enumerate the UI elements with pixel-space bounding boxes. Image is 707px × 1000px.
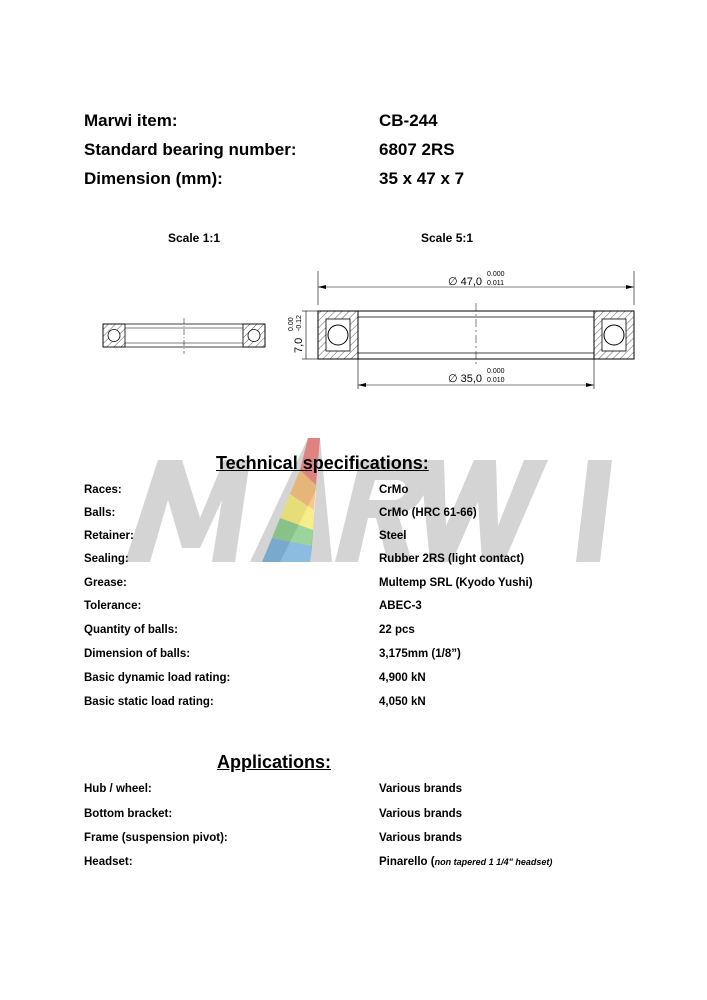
app-label: Frame (suspension pivot):	[84, 832, 228, 844]
spec-value: 22 pcs	[379, 624, 415, 636]
standard-bearing-value: 6807 2RS	[379, 140, 455, 159]
spec-value: 3,175mm (1/8”)	[379, 648, 461, 660]
width-tol-lower: -0.12	[296, 315, 303, 331]
spec-value: CrMo	[379, 484, 409, 496]
spec-label: Quantity of balls:	[84, 624, 178, 636]
item-label: Marwi item:	[84, 111, 178, 130]
spec-value: 4,900 kN	[379, 672, 426, 684]
width-dim: 7,0	[293, 337, 305, 353]
outer-tol-upper: 0.000	[487, 271, 505, 278]
headset-brand: Pinarello (	[379, 856, 435, 868]
outer-diameter-dim: ∅ 47,0	[448, 276, 483, 288]
spec-value: ABEC-3	[379, 600, 422, 612]
spec-value: CrMo (HRC 61-66)	[379, 507, 477, 519]
spec-label: Basic dynamic load rating:	[84, 672, 231, 684]
spec-label: Sealing:	[84, 553, 129, 565]
app-label: Headset:	[84, 856, 133, 868]
width-tol-upper: 0.00	[288, 317, 295, 331]
scale-5-1-label: Scale 5:1	[421, 231, 474, 245]
inner-tol-upper: 0.000	[487, 368, 505, 375]
bearing-drawing-scale-1-1	[100, 318, 270, 354]
spec-label: Dimension of balls:	[84, 648, 191, 660]
outer-tol-lower: 0.011	[487, 280, 504, 287]
bearing-drawing-scale-5-1	[282, 265, 642, 395]
spec-label: Grease:	[84, 577, 127, 589]
spec-value: Multemp SRL (Kyodo Yushi)	[379, 577, 533, 589]
spec-label: Tolerance:	[84, 600, 142, 612]
app-label: Hub / wheel:	[84, 783, 152, 795]
applications-title: Applications:	[217, 752, 332, 772]
scale-1-1-label: Scale 1:1	[168, 231, 221, 245]
spec-label: Balls:	[84, 507, 116, 519]
app-value: Various brands	[379, 808, 463, 820]
headset-note: non tapered 1 1/4" headset)	[434, 857, 553, 867]
app-value: Various brands	[379, 832, 463, 844]
dimension-label: Dimension (mm):	[84, 169, 223, 188]
inner-tol-lower: 0.010	[487, 377, 505, 384]
app-value: Various brands	[379, 783, 463, 795]
tech-specs-title: Technical specifications:	[216, 453, 429, 473]
app-label: Bottom bracket:	[84, 808, 173, 820]
dimension-value: 35 x 47 x 7	[379, 169, 465, 188]
inner-diameter-dim: ∅ 35,0	[448, 373, 483, 385]
marwi-watermark-logo	[120, 430, 620, 565]
spec-label: Basic static load rating:	[84, 696, 214, 708]
spec-value: 4,050 kN	[379, 696, 426, 708]
app-value	[379, 856, 552, 868]
standard-bearing-label: Standard bearing number:	[84, 140, 297, 159]
spec-value: Rubber 2RS (light contact)	[379, 553, 525, 565]
spec-label: Races:	[84, 484, 122, 496]
spec-value: Steel	[379, 530, 407, 542]
item-value: CB-244	[379, 111, 438, 130]
spec-label: Retainer:	[84, 530, 134, 542]
